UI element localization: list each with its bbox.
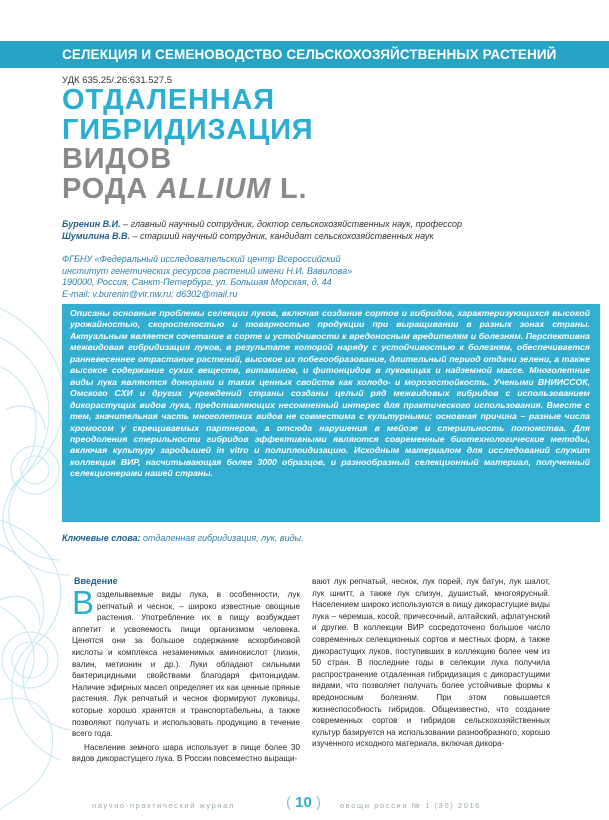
abstract-box (62, 304, 600, 522)
author-1 (62, 218, 462, 230)
affiliation-line: ФГБНУ «Федеральный исследовательский центр Всероссийский (62, 254, 341, 264)
page-paren-close: ) (316, 794, 322, 811)
affiliation-block (62, 254, 352, 300)
author-name: Шумилина В.В. (62, 231, 131, 241)
page-number-value: 10 (295, 794, 312, 811)
column-left (72, 576, 300, 765)
article-title (62, 86, 313, 204)
abstract-text: Описаны основные проблемы селекции луков, включая создание сортов и гибридов, характеризующихся высокой урожайностью, скороспелостью и товарностью продукции при выращивании в разных зонах страны. Актуальным является сочетание в сорте и устойчивости к вредоносным вредителям и болезням. Перспективна межвидовая гибридизация луков, в результате которой наряду с устойчивостью к болезням, обеспечивается ранневесеннее отрастание растений, высокое их побегообразование, длительный период отдачи зелени, а также высокое содержание сухих веществ, витаминов, и фитонцидов в луковицах и надземной массе. Многолетние виды лука являются донорами и таких ценных свойств как холодо- и морозостойкость. Учеными ВНИИССОК, Омского СХИ и других учреждений страны созданы целый ряд межвидовых гибридов с использованием дикорастущих видов лука, представляющих несомненный интерес для практического использования. Вместе с тем, значительная часть многолетних видов не совместима с культурными; основная причина – разные числа хромосом у скрещиваемых партнеров, а отсюда нарушения в мейозе и стерильность потомства. Для преодоления стерильности гибридов эффективными являются современные биотехнологические методы, включая культуру зародышей in vitro и полиплоидизацию. Исходным материалом для исследований служит коллекция ВИР, насчитывающая более 3000 образцов, и разнообразный селекционный материал, полученный селекционерами нашей страны. (70, 308, 590, 479)
author-name: Буренин В.И. (62, 219, 121, 229)
keywords (62, 533, 304, 543)
title-line-1: ОТДАЛЕННАЯ (62, 84, 275, 116)
page-footer (0, 795, 609, 817)
section-heading: Введение (74, 576, 118, 586)
title-line-4-suffix: L. (271, 172, 308, 205)
paragraph: Население земного шара использует в пище более 30 видов дикорастущего лука. В России повсеместно выращи- (72, 742, 300, 764)
author-role: – старший научный сотрудник, кандидат сельскохозяйственных наук (130, 231, 434, 241)
page-paren-open: ( (286, 794, 291, 811)
author-role: – главный научный сотрудник, доктор сельскохозяйственных наук, профессор (120, 219, 463, 229)
journal-type: научно-практический журнал (92, 801, 235, 810)
section-title: СЕЛЕКЦИЯ И СЕМЕНОВОДСТВО СЕЛЬСКОХОЗЯЙСТВЕННЫХ РАСТЕНИЙ (62, 47, 557, 62)
page-number (286, 794, 321, 811)
contact-email: E-mail: v.burenin@vir.nw.ru; d6302@mail.ru (62, 288, 238, 299)
paragraph (72, 584, 300, 740)
column-right (312, 576, 550, 750)
keywords-text: отдаленная гибридизация, лук, виды. (140, 533, 304, 543)
affiliation-line: 190000, Россия, Санкт-Петербург, ул. Большая Морская, д. 44 (62, 277, 332, 287)
journal-issue: овощи россии № 1 (30) 2016 (340, 801, 482, 810)
affiliation-line: институт генетических ресурсов растений имени Н.И. Вавилова» (62, 265, 353, 276)
drop-cap: В (72, 584, 95, 621)
title-line-4 (62, 172, 313, 205)
section-banner (0, 41, 609, 68)
title-line-2: ГИБРИДИЗАЦИЯ (62, 113, 314, 146)
title-line-3: ВИДОВ (62, 143, 172, 175)
authors-block (62, 218, 462, 242)
author-2 (62, 230, 462, 242)
paragraph-text: озделываемые виды лука, в особенности, лук репчатый и чеснок, – широко известные овощные растения. Употребление их в пищу возбуждает аппетит и усвояемость пищи организмом человека. Ценятся они за большое содержание аскорбиновой кислоты и комплекса незаменимых аминокислот (лизин, валин, метионин и др.). Луки обладают сильными бактерицидными свойствами благодаря фитонцидам. Наличие эфирных масел определяет их как ценные пряные растения. Лук репчатый и чеснок формируют луковицы, которые хорошо хранятся и транспортабельны, а также позволяют получать и использовать продукцию в течение всего года. (72, 590, 300, 739)
udc-code: УДК 635.25/.26:631.527.5 (62, 75, 173, 86)
paragraph: вают лук репчатый, чеснок, лук порей, лук батун, лук шалот, лук шнитт, а также лук слизун, душистый, многоярусный. Населением широко используются в пищу дикорастущие виды лука – черемша, косой, причесочный, алтайский, афлатунский и другие. В коллекции ВИР сосредоточено большое число современных селекционных сортов и местных форм, а также дикорастущих луков, поступивших в коллекцию более чем из 50 стран. В последние годы в селекции лука получила распространение отдаленная гибридизация с дикорастущими видами, что позволяет получать более устойчивые формы к вредоносным болезням. При этом повышается жизнеспособность гибридов. Общеизвестно, что создание современных сортов и гибридов сельскохозяйственных культур базируется на использовании разнообразного, хорошо изученного исходного материала, включая дикора- (312, 577, 550, 749)
keywords-label: Ключевые слова: (62, 533, 141, 543)
title-genus: ALLIUM (156, 172, 272, 205)
title-line-4-prefix: РОДА (62, 172, 157, 205)
